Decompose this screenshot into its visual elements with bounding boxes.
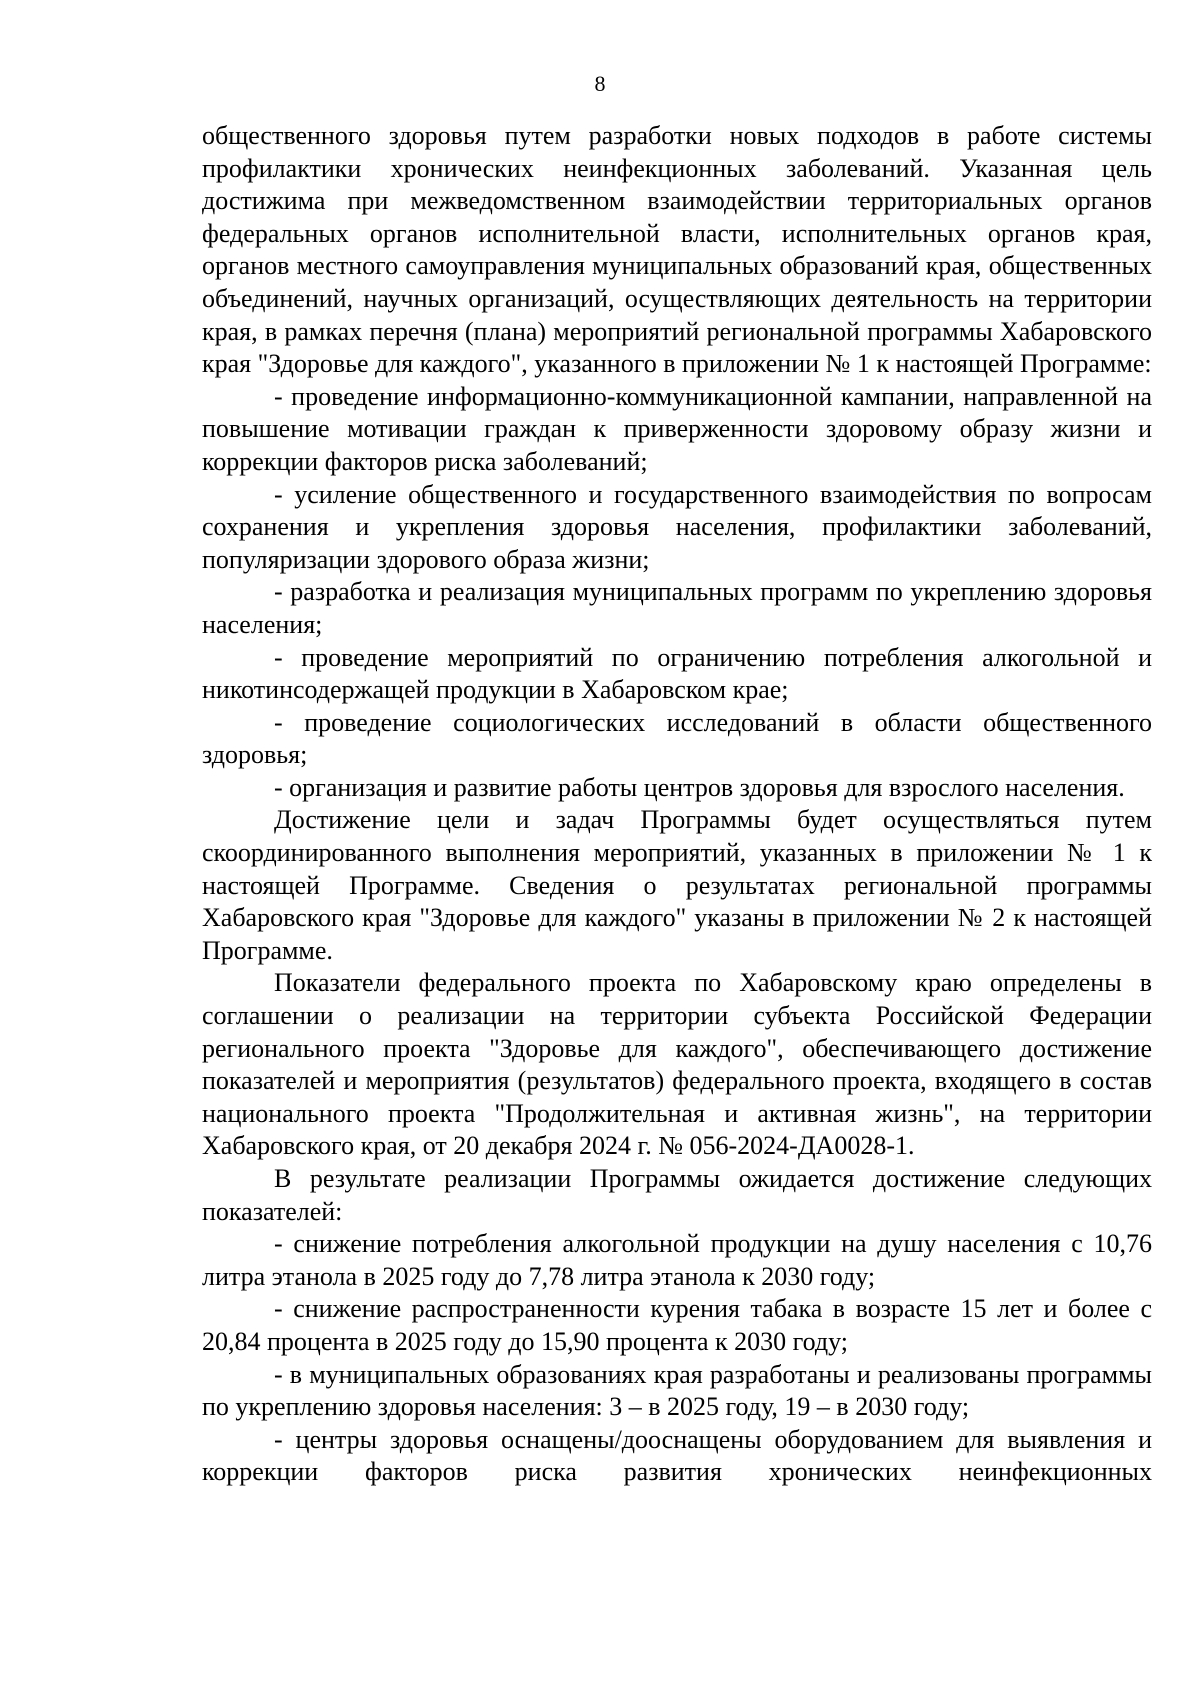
list-item: - организация и развитие работы центров здоровья для взрослого населения. xyxy=(274,772,1125,802)
list-item: - усиление общественного и государственного взаимодействия по вопросам сохранения и укрепления здоровья населения, профилактики заболеваний, популяризации здорового образа жизни; xyxy=(202,479,1152,574)
paragraph: Достижение цели и задач Программы будет осуществляться путем скоординированного выполнения мероприятий, указанных в приложении № 1 к настоящей Программе. Сведения о результатах региональной программы Хабаровского края "Здоровье для каждого" указаны в приложении № 2 к настоящей Программе. xyxy=(202,805,1152,965)
list-item: - проведение информационно-коммуникационной кампании, направленной на повышение мотивации граждан к приверженности здоровому образу жизни и коррекции факторов риска заболеваний; xyxy=(202,381,1152,476)
paragraph-continuation: общественного здоровья путем разработки новых подходов в работе системы профилактики хронических неинфекционных заболеваний. Указанная цель достижима при межведомственном взаимодействии территориальных органов федеральных органов исполнительной власти, исполнительных органов края, органов местного самоуправления муниципальных образований края, общественных объединений, научных организаций, осуществляющих деятельность на территории края, в рамках перечня (плана) мероприятий региональной программы Хабаровского края "Здоровье для каждого", указанного в приложении № 1 к настоящей Программе: xyxy=(202,121,1152,379)
paragraph: Показатели федерального проекта по Хабаровскому краю определены в соглашении о реализации на территории субъекта Российской Федерации регионального проекта "Здоровье для каждого", обеспечивающего достижение показателей и мероприятия (результатов) федерального проекта, входящего в состав национального проекта "Продолжительная и активная жизнь", на территории Хабаровского края, от 20 декабря 2024 г. № 056-2024-ДА0028-1. xyxy=(202,968,1152,1161)
document-body xyxy=(202,120,1152,1489)
list-item: - проведение социологических исследований в области общественного здоровья; xyxy=(202,707,1152,770)
list-item: - проведение мероприятий по ограничению потребления алкогольной и никотинсодержащей продукции в Хабаровском крае; xyxy=(202,642,1152,705)
page-number: 8 xyxy=(594,71,606,96)
list-item: - разработка и реализация муниципальных программ по укреплению здоровья населения; xyxy=(202,577,1152,639)
list-item: - снижение распространенности курения табака в возрасте 15 лет и более с 20,84 процента в 2025 году до 15,90 процента к 2030 году; xyxy=(202,1294,1152,1356)
paragraph: В результате реализации Программы ожидается достижение следующих показателей: xyxy=(202,1164,1152,1226)
list-item: - центры здоровья оснащены/дооснащены оборудованием для выявления и коррекции факторов риска развития хронических неинфекционных xyxy=(202,1424,1152,1487)
list-item: - снижение потребления алкогольной продукции на душу населения с 10,76 литра этанола в 2025 году до 7,78 литра этанола к 2030 году; xyxy=(202,1229,1152,1291)
list-item: - в муниципальных образованиях края разработаны и реализованы программы по укреплению здоровья населения: 3 – в 2025 году, 19 – в 2030 году; xyxy=(202,1359,1152,1422)
